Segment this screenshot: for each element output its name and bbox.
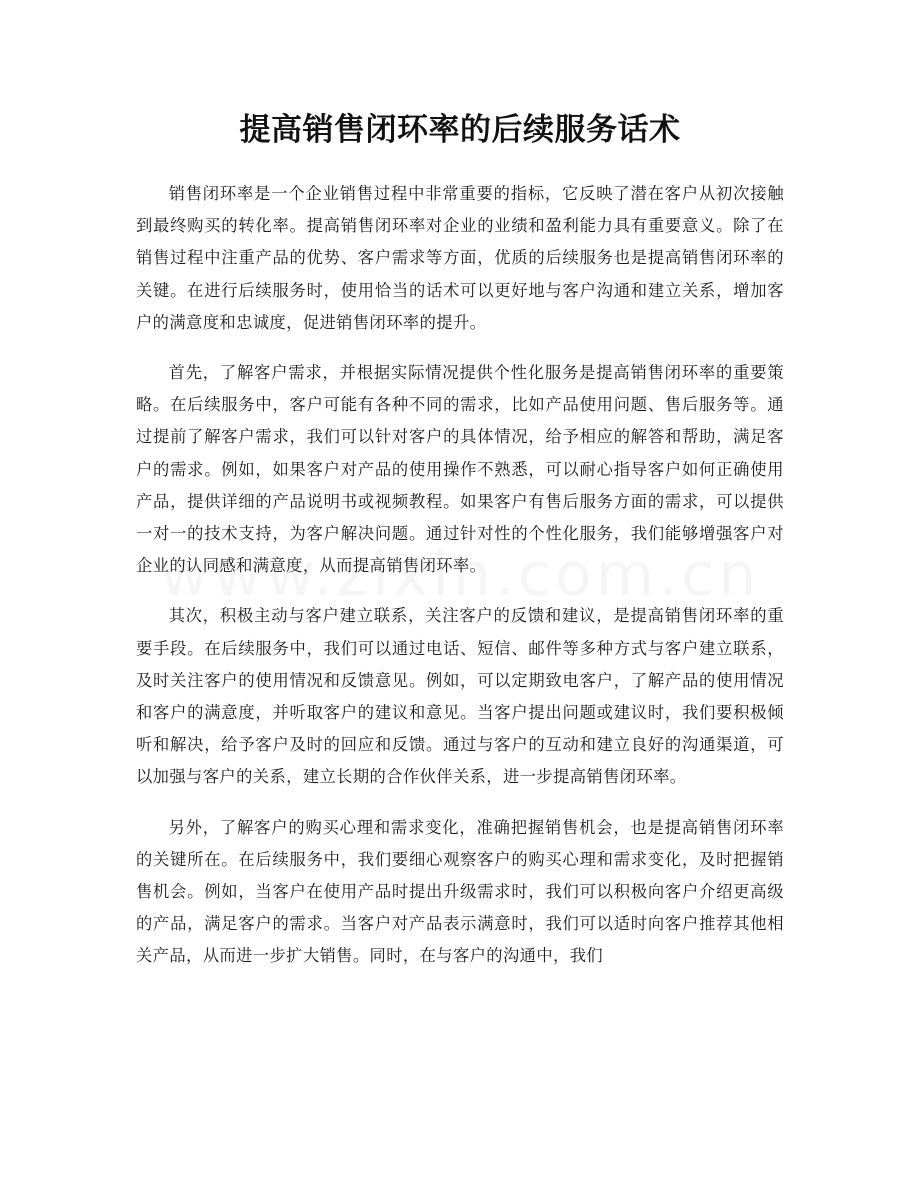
- paragraph-intro: 销售闭环率是一个企业销售过程中非常重要的指标，它反映了潜在客户从初次接触到最终购买的转化率。提高销售闭环率对企业的业绩和盈利能力具有重要意义。除了在销售过程中注重产品的优势、客户需求等方面，优质的后续服务也是提高销售闭环率的关键。在进行后续服务时，使用恰当的话术可以更好地与客户沟通和建立关系，增加客户的满意度和忠诚度，促进销售闭环率的提升。: [136, 184, 784, 332]
- paragraph-first: 首先，了解客户需求，并根据实际情况提供个性化服务是提高销售闭环率的重要策略。在后续服务中，客户可能有各种不同的需求，比如产品使用问题、售后服务等。通过提前了解客户需求，我们可以针对客户的具体情况，给予相应的解答和帮助，满足客户的需求。例如，如果客户对产品的使用操作不熟悉，可以耐心指导客户如何正确使用产品，提供详细的产品说明书或视频教程。如果客户有售后服务方面的需求，可以提供一对一的技术支持，为客户解决问题。通过针对性的个性化服务，我们能够增强客户对企业的认同感和满意度，从而提高销售闭环率。: [136, 363, 784, 576]
- paragraph-second: 其次，积极主动与客户建立联系，关注客户的反馈和建议，是提高销售闭环率的重要手段。在后续服务中，我们可以通过电话、短信、邮件等多种方式与客户建立联系，及时关注客户的使用情况和反馈意见。例如，可以定期致电客户，了解产品的使用情况和客户的满意度，并听取客户的建议和意见。当客户提出问题或建议时，我们要积极倾听和解决，给予客户及时的回应和反馈。通过与客户的互动和建立良好的沟通渠道，可以加强与客户的关系，建立长期的合作伙伴关系，进一步提高销售闭环率。: [136, 606, 784, 787]
- document-body: [136, 178, 784, 991]
- paragraph-third: 另外，了解客户的购买心理和需求变化，准确把握销售机会，也是提高销售闭环率的关键所在。在后续服务中，我们要细心观察客户的购买心理和需求变化，及时把握销售机会。例如，当客户在使用产品时提出升级需求时，我们可以积极向客户介绍更高级的产品，满足客户的需求。当客户对产品表示满意时，我们可以适时向客户推荐其他相关产品，从而进一步扩大销售。同时，在与客户的沟通中，我们: [136, 817, 784, 966]
- document-title: 提高销售闭环率的后续服务话术: [239, 112, 681, 148]
